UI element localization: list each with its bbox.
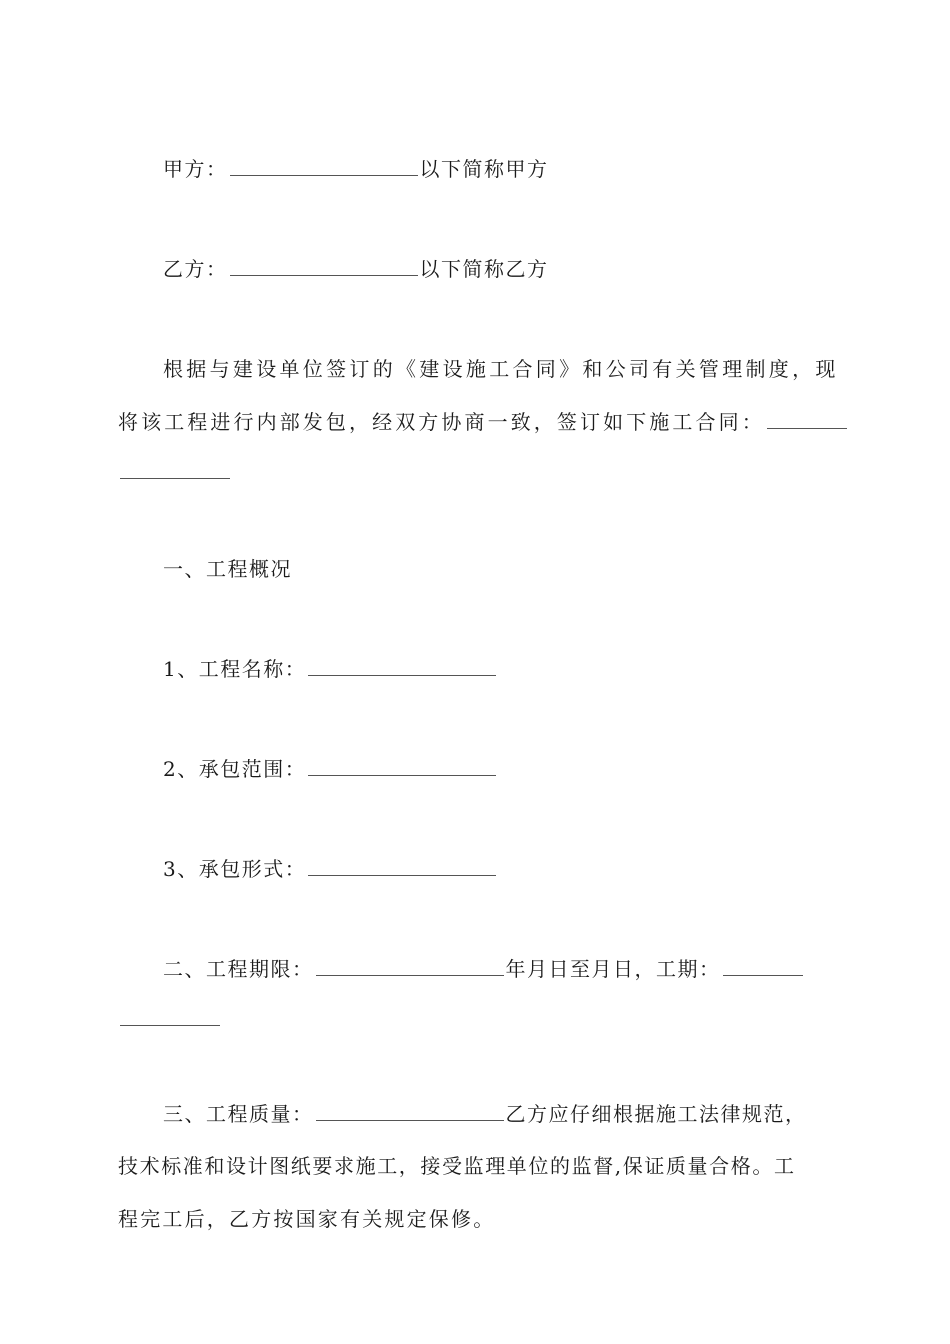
party-a-blank <box>230 157 418 176</box>
project-period-blank <box>316 957 504 976</box>
section-2-line-2 <box>118 1005 222 1033</box>
duration-blank-b <box>120 1007 220 1026</box>
duration-blank-a <box>723 957 803 976</box>
contract-form-label: 3、承包形式： <box>163 857 307 881</box>
section-1-heading: 一、工程概况 <box>163 557 292 581</box>
section-1-item-1 <box>163 655 498 683</box>
party-b-blank <box>230 257 418 276</box>
quality-line-1-rest: 乙方应仔细根据施工法律规范， <box>505 1102 807 1126</box>
quality-label: 三、工程质量： <box>163 1102 314 1126</box>
party-b-suffix: 以下简称乙方 <box>419 257 549 281</box>
intro-blank-b <box>120 460 230 479</box>
contract-scope-label: 2、承包范围： <box>163 757 307 781</box>
project-name-blank <box>308 657 496 676</box>
intro-line-2-text: 将该工程进行内部发包，经双方协商一致，签订如下施工合同： <box>118 410 765 434</box>
party-b-label: 乙方： <box>163 257 228 281</box>
project-period-label: 二、工程期限： <box>163 957 314 981</box>
contract-form-blank <box>308 857 496 876</box>
section-1-item-2 <box>163 755 498 783</box>
intro-line-2 <box>118 408 849 436</box>
party-a-line <box>163 155 549 183</box>
intro-blank-a <box>767 410 847 429</box>
section-2-line <box>163 955 805 983</box>
section-1-item-3 <box>163 855 498 883</box>
party-a-suffix: 以下简称甲方 <box>419 157 549 181</box>
project-name-label: 1、工程名称： <box>163 657 307 681</box>
quality-blank <box>316 1102 504 1121</box>
section-3-line-2: 技术标准和设计图纸要求施工，接受监理单位的监督,保证质量合格。工 <box>118 1154 796 1178</box>
project-period-middle: 年月日至月日，工期： <box>505 957 721 981</box>
party-a-label: 甲方： <box>163 157 228 181</box>
contract-scope-blank <box>308 757 496 776</box>
section-3-line-3: 程完工后，乙方按国家有关规定保修。 <box>118 1207 496 1231</box>
section-3-line-1 <box>163 1100 807 1128</box>
party-b-line <box>163 255 549 283</box>
intro-line-1: 根据与建设单位签订的《建设施工合同》和公司有关管理制度，现 <box>163 357 839 381</box>
intro-line-3 <box>118 458 232 486</box>
